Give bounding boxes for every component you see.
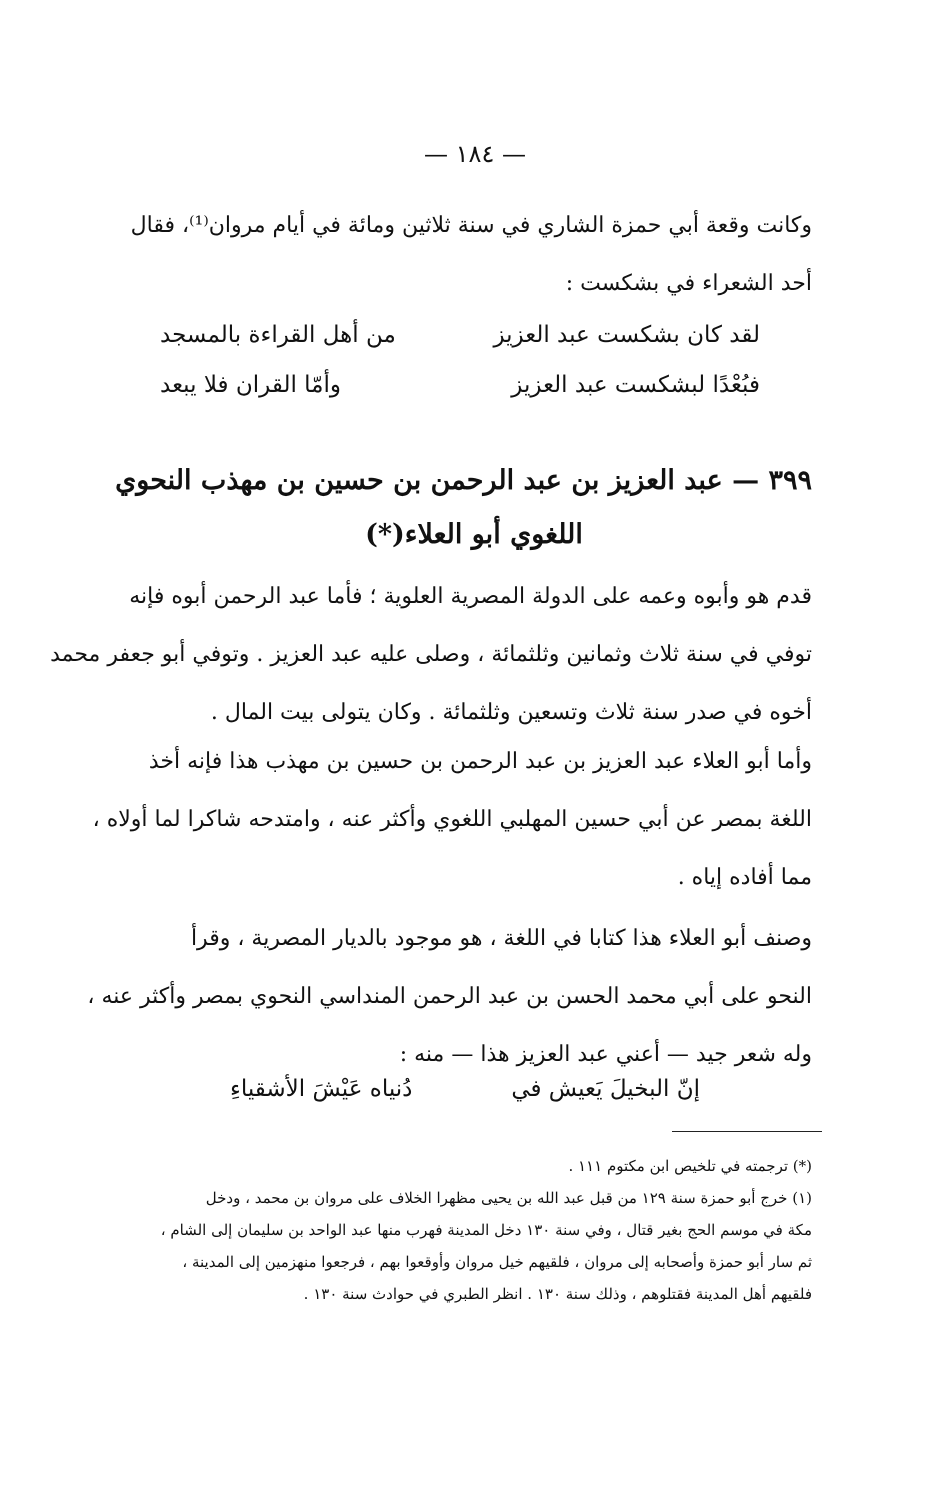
text-line: توفي في سنة ثلاث وثمانين وثلثمائة ، وصلى عليه عبد العزيز . وتوفي أبو جعفر محمد — [50, 642, 812, 667]
verse-second-hemistich: وأمّا القران فلا يبعد — [160, 372, 341, 398]
text-line: وصنف أبو العلاء هذا كتابا في اللغة ، هو موجود بالديار المصرية ، وقرأ — [190, 926, 812, 951]
verse-second-hemistich: من أهل القراءة بالمسجد — [160, 322, 396, 348]
intro-paragraph — [130, 197, 812, 313]
text-line: قدم هو وأبوه وعمه على الدولة المصرية العلوية ؛ فأما عبد الرحمن أبوه فإنه — [129, 584, 812, 609]
text-line: النحو على أبي محمد الحسن بن عبد الرحمن المنداسي النحوي بمصر وأكثر عنه ، — [87, 984, 812, 1009]
biography-paragraph — [92, 733, 812, 907]
verse-second-hemistich: دُنياه عَيْشَ الأشقياءِ — [230, 1076, 413, 1102]
biography-paragraph — [87, 910, 812, 1084]
footnote-line: (*) ترجمته في تلخيص ابن مكتوم ١١١ . — [568, 1157, 812, 1175]
text-line: أحد الشعراء في بشكست : — [565, 271, 812, 296]
footnote-line: (١) خرج أبو حمزة سنة ١٢٩ من قبل عبد الله بن يحيى مظهرا الخلاف على مروان بن محمد ، ودخل — [205, 1189, 812, 1207]
text-line: اللغة بمصر عن أبي حسين المهلبي اللغوي وأكثر عنه ، وامتدحه شاكرا لما أولاه ، — [92, 807, 812, 832]
poem-verse — [160, 372, 760, 422]
verse-first-hemistich: فبُعْدًا لبشكست عبد العزيز — [511, 372, 760, 398]
footnotes — [136, 1150, 812, 1310]
entry-heading-line: اللغوي أبو العلاء(*) — [365, 519, 583, 550]
verse-first-hemistich: لقد كان بشكست عبد العزيز — [493, 322, 760, 348]
text-line: مما أفاده إياه . — [677, 865, 812, 890]
entry-heading-line: ٣٩٩ — عبد العزيز بن عبد الرحمن بن حسين بن مهذب النحوي — [115, 465, 812, 496]
entry-heading — [115, 454, 812, 562]
text-line: وأما أبو العلاء عبد العزيز بن عبد الرحمن بن حسين بن مهذب هذا فإنه أخذ — [148, 749, 812, 774]
footnote-divider — [672, 1131, 822, 1132]
footnote-line: ثم سار أبو حمزة وأصحابه إلى مروان ، فلقيهم خيل مروان وأوقعوا بهم ، فرجعوا منهزمين إلى المدينة ، — [182, 1253, 812, 1271]
poem-verse — [230, 1076, 700, 1126]
poem-verse — [160, 322, 760, 372]
page-number: — ١٨٤ — — [424, 140, 526, 168]
text-line: وكانت وقعة أبي حمزة الشاري في سنة ثلاثين ومائة في أيام مروان⁽¹⁾، فقال — [130, 213, 812, 238]
verse-first-hemistich: إنّ البخيلَ يَعيش في — [511, 1076, 700, 1102]
text-line: أخوه في صدر سنة ثلاث وتسعين وثلثمائة . وكان يتولى بيت المال . — [210, 700, 812, 725]
biography-paragraph — [50, 568, 812, 742]
footnote-line: فلقيهم أهل المدينة فقتلوهم ، وذلك سنة ١٣٠ . انظر الطبري في حوادث سنة ١٣٠ . — [303, 1285, 812, 1303]
text-line: وله شعر جيد — أعني عبد العزيز هذا — منه : — [399, 1042, 812, 1067]
footnote-line: مكة في موسم الحج بغير قتال ، وفي سنة ١٣٠ دخل المدينة فهرب منها عبد الواحد بن سليمان إلى الشام ، — [160, 1221, 812, 1239]
